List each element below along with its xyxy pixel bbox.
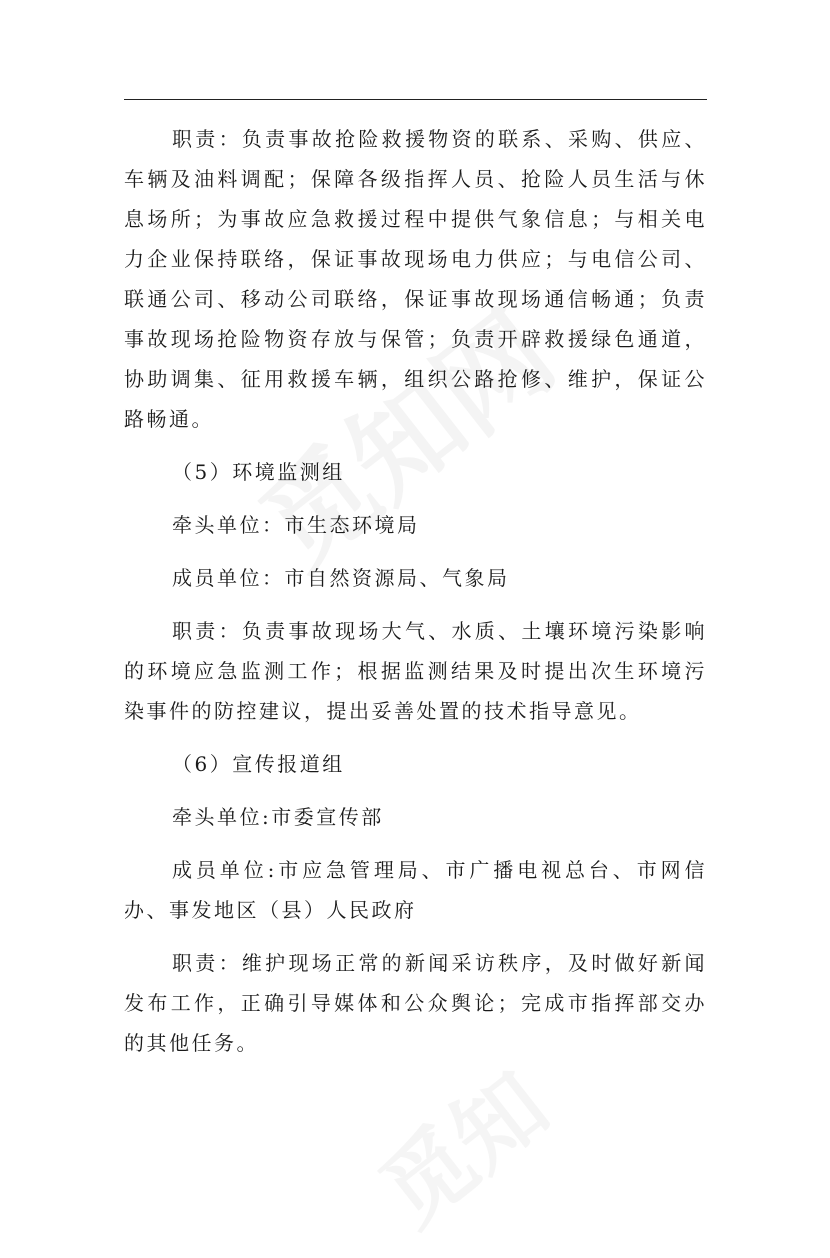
section-heading-publicity: （6）宣传报道组 bbox=[172, 752, 345, 776]
member-units-environment: 成员单位：市自然资源局、气象局 bbox=[172, 566, 510, 590]
section-heading-environment-monitoring: （5）环境监测组 bbox=[172, 460, 345, 484]
document-body bbox=[124, 119, 707, 1063]
paragraph-environment-duties: 职责：负责事故现场大气、水质、土壤环境污染影响的环境应急监测工作；根据监测结果及时提出次生环境污染事件的防控建议，提出妥善处置的技术指导意见。 bbox=[124, 619, 707, 723]
lead-unit-publicity: 牵头单位:市委宣传部 bbox=[172, 805, 384, 829]
paragraph-publicity-duties: 职责：维护现场正常的新闻采访秩序，及时做好新闻发布工作，正确引导媒体和公众舆论；完成市指挥部交办的其他任务。 bbox=[124, 951, 707, 1055]
header-rule bbox=[124, 99, 707, 100]
member-units-publicity: 成员单位:市应急管理局、市广播电视总台、市网信办、事发地区（县）人民政府 bbox=[124, 858, 707, 922]
paragraph-logistics-duties: 职责：负责事故抢险救援物资的联系、采购、供应、车辆及油料调配；保障各级指挥人员、抢险人员生活与休息场所；为事故应急救援过程中提供气象信息；与相关电力企业保持联络，保证事故现场电力供应；与电信公司、联通公司、移动公司联络，保证事故现场通信畅通；负责事故现场抢险物资存放与保管；负责开辟救援绿色通道，协助调集、征用救援车辆，组织公路抢修、维护，保证公路畅通。 bbox=[124, 127, 707, 431]
lead-unit-environment: 牵头单位：市生态环境局 bbox=[172, 513, 420, 537]
